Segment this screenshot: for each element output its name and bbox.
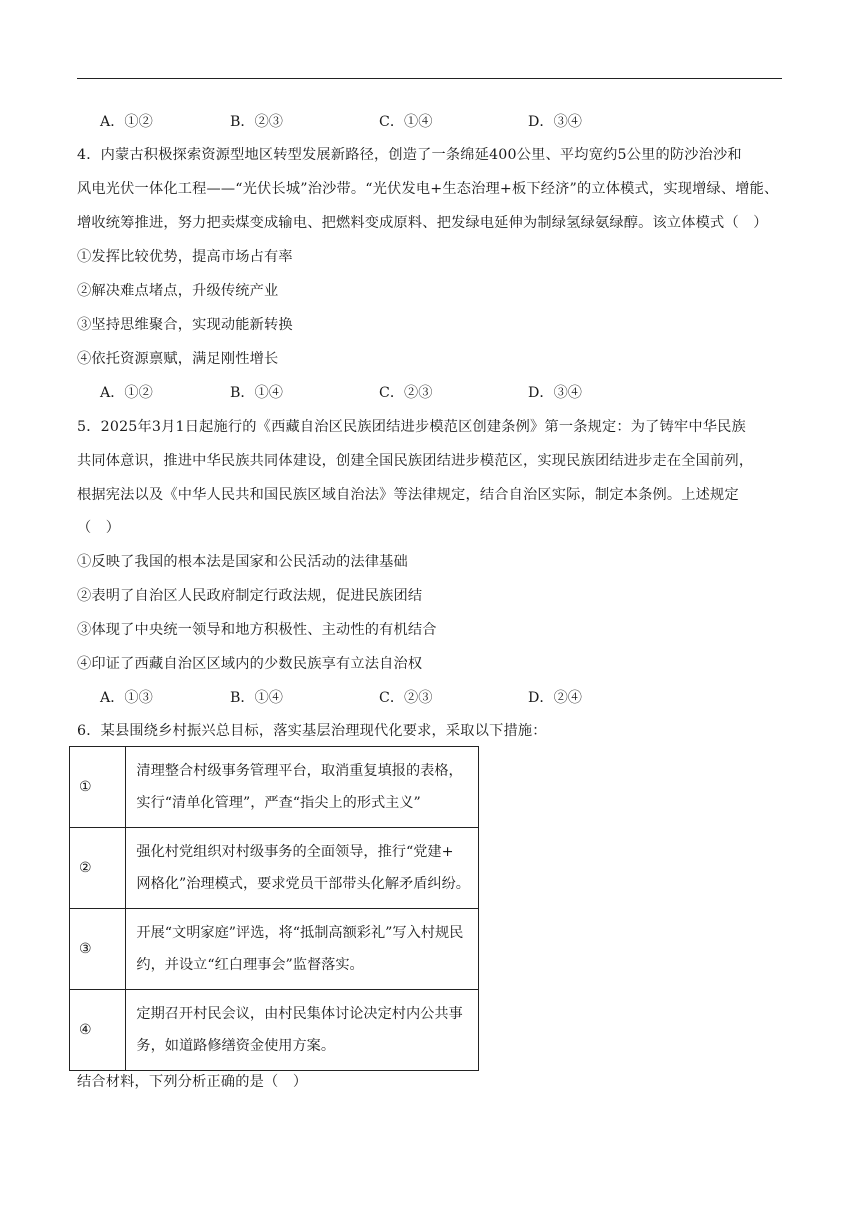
measure-text	[126, 990, 479, 1071]
measure-text-line: 清理整合村级事务管理平台，取消重复填报的表格，	[136, 763, 463, 779]
table-row	[70, 828, 479, 909]
q4-statement: ④依托资源禀赋，满足刚性增长	[77, 351, 279, 367]
q4-statement: ③坚持思维聚合，实现动能新转换	[77, 317, 293, 333]
measure-text-line: 强化村党组织对村级事务的全面领导，推行“党建+	[136, 844, 454, 860]
q3-option-d[interactable]: D．③④	[528, 114, 582, 130]
q3-option-b[interactable]: B．②③	[230, 114, 283, 130]
measure-text-line: 约，并设立“红白理事会”监督落实。	[136, 957, 364, 973]
measure-number: ②	[70, 828, 126, 909]
q5-stem-line: （ ）	[77, 520, 121, 536]
q5-option-b[interactable]: B．①④	[230, 690, 283, 706]
q5-option-a[interactable]: A．①③	[100, 690, 153, 706]
q4-option-b[interactable]: B．①④	[230, 385, 283, 401]
q5-option-c[interactable]: C．②③	[379, 690, 433, 706]
measures-table	[69, 746, 479, 1071]
q6-question: 结合材料，下列分析正确的是（ ）	[77, 1074, 308, 1090]
table-row	[70, 747, 479, 828]
measure-text-line: 务，如道路修缮资金使用方案。	[136, 1038, 336, 1054]
q4-stem-line: 风电光伏一体化工程——“光伏长城”治沙带。“光伏发电+生态治理+板下经济”的立体模式，实现增绿、增能、	[77, 181, 779, 197]
q5-statement: ④印证了西藏自治区区域内的少数民族享有立法自治权	[77, 656, 423, 672]
q5-statement: ①反映了我国的根本法是国家和公民活动的法律基础	[77, 554, 408, 570]
measure-text-line: 定期召开村民会议，由村民集体讨论决定村内公共事	[136, 1006, 463, 1022]
measure-text	[126, 909, 479, 990]
measure-text	[126, 747, 479, 828]
q4-stem-line: 4．内蒙古积极探索资源型地区转型发展新路径，创造了一条绵延400公里、平均宽约5公里的防沙治沙和	[77, 147, 742, 163]
measure-text	[126, 828, 479, 909]
measure-number: ④	[70, 990, 126, 1071]
q4-statement: ①发挥比较优势，提高市场占有率	[77, 249, 293, 265]
q5-stem-line: 共同体意识，推进中华民族共同体建设，创建全国民族团结进步模范区，实现民族团结进步走在全国前列，	[77, 453, 754, 469]
measure-text-line: 网格化”治理模式，要求党员干部带头化解矛盾纠纷。	[136, 876, 470, 892]
measure-text-line: 开展“文明家庭”评选，将“抵制高额彩礼”写入村规民	[136, 925, 464, 941]
table-row	[70, 909, 479, 990]
table-row	[70, 990, 479, 1071]
q4-option-c[interactable]: C．②③	[379, 385, 433, 401]
q4-option-a[interactable]: A．①②	[100, 385, 153, 401]
q5-statement: ③体现了中央统一领导和地方积极性、主动性的有机结合	[77, 622, 437, 638]
q6-stem: 6．某县围绕乡村振兴总目标，落实基层治理现代化要求，采取以下措施：	[77, 723, 547, 739]
q3-option-c[interactable]: C．①④	[379, 114, 433, 130]
q5-stem-line: 根据宪法以及《中华人民共和国民族区域自治法》等法律规定，结合自治区实际，制定本条例。上述规定	[77, 487, 739, 503]
measure-number: ③	[70, 909, 126, 990]
measure-number: ①	[70, 747, 126, 828]
q4-option-d[interactable]: D．③④	[528, 385, 582, 401]
header-rule	[77, 78, 782, 79]
q5-stem-line: 5．2025年3月1日起施行的《西藏自治区民族团结进步模范区创建条例》第一条规定：为了铸牢中华民族	[77, 419, 746, 435]
q4-stem-line: 增收统筹推进，努力把卖煤变成输电、把燃料变成原料、把发绿电延伸为制绿氢绿氨绿醇。该立体模式（ ）	[77, 215, 768, 231]
measure-text-line: 实行“清单化管理”，严查“指尖上的形式主义”	[136, 795, 421, 811]
q3-option-a[interactable]: A．①②	[100, 114, 153, 130]
q5-option-d[interactable]: D．②④	[528, 690, 582, 706]
q4-statement: ②解决难点堵点，升级传统产业	[77, 283, 279, 299]
q5-statement: ②表明了自治区人民政府制定行政法规，促进民族团结	[77, 588, 423, 604]
